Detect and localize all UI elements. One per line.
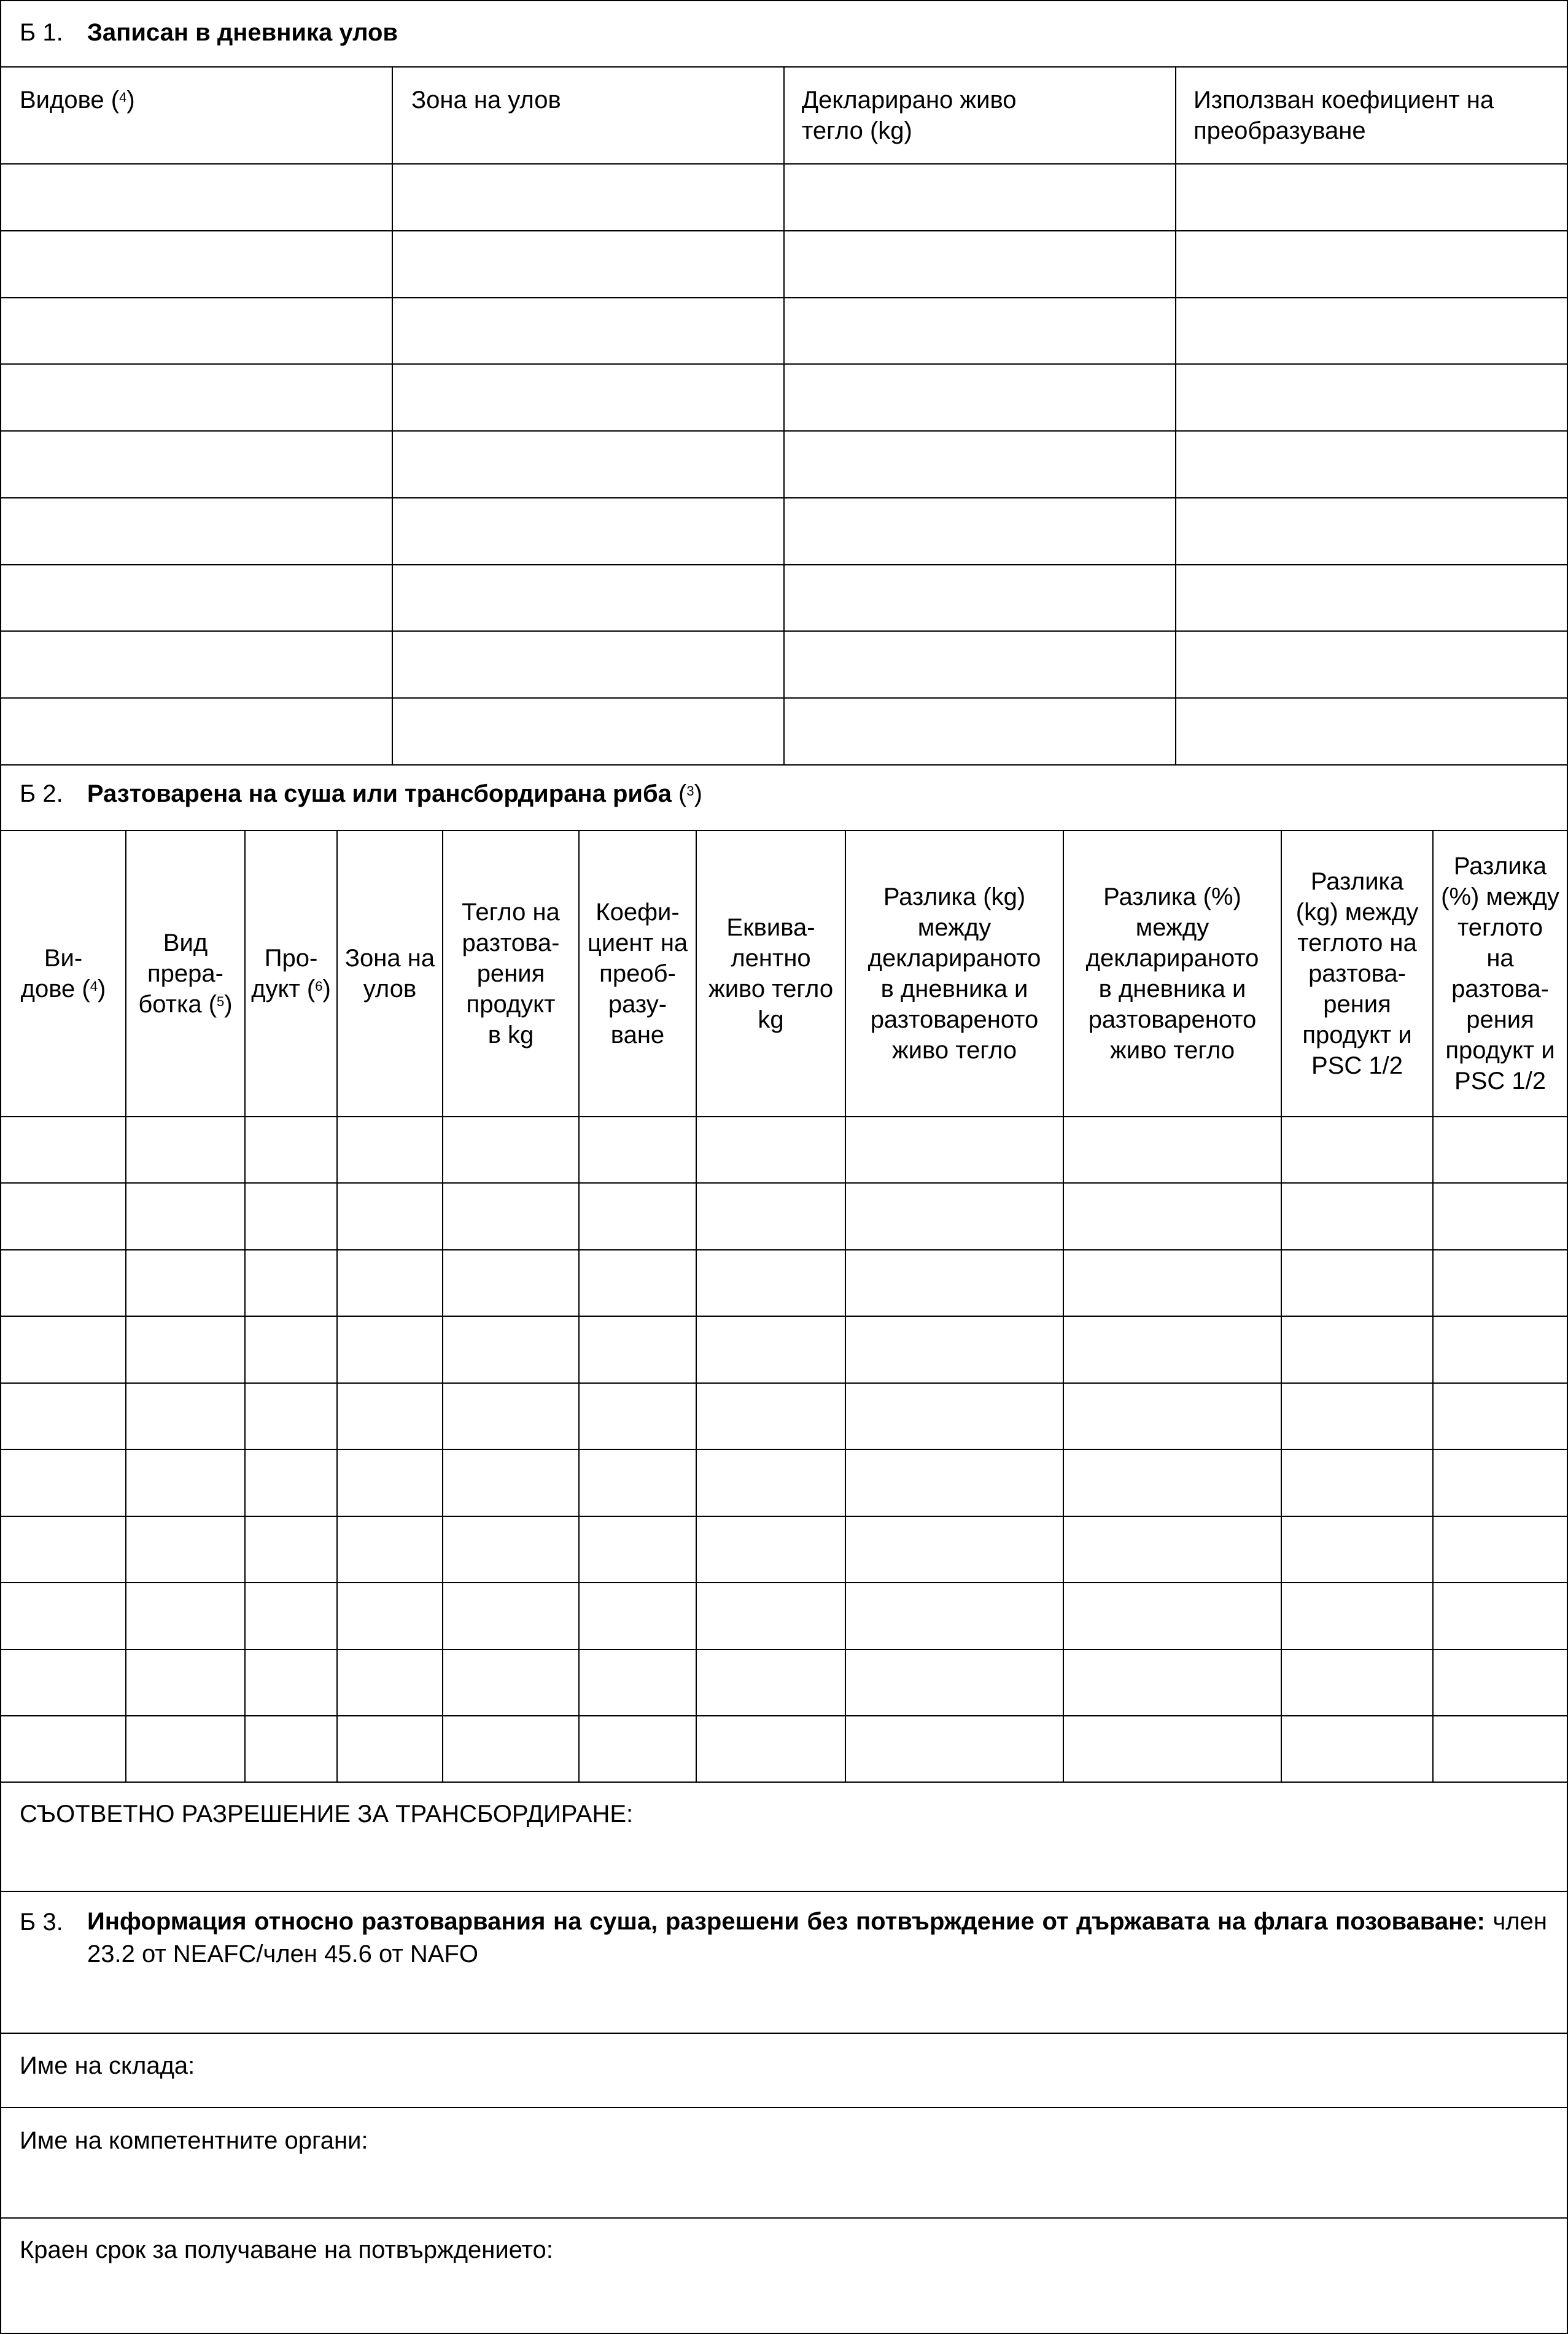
b2-header-line: разтова- [1308, 960, 1406, 987]
b1-col-conversion-factor [1193, 85, 1494, 146]
footnote-ref: 4 [119, 90, 127, 105]
b1-col-line [392, 66, 393, 764]
section-divider [0, 2217, 1568, 2219]
b2-header-close: ) [322, 975, 331, 1002]
b2-title-paren-close: ) [694, 780, 702, 807]
b1-col-species [20, 85, 135, 115]
b2-header-line: Коефи- [596, 899, 680, 926]
b2-header-line: Вид [163, 929, 208, 956]
b2-header-line: разтова- [462, 929, 560, 956]
b1-col-species-close: ) [126, 87, 135, 114]
b1-col-species-text: Видове ( [20, 87, 120, 114]
b2-col-processing [126, 831, 244, 1116]
b2-header-line: PSC 1/2 [1454, 1068, 1546, 1095]
b2-col-difference-psc-kg [1282, 831, 1432, 1116]
warehouse-name-label: Име на склада: [20, 2052, 195, 2079]
b2-header-line: Разлика [1453, 853, 1547, 880]
b2-header-line: между [1135, 914, 1209, 941]
b1-col-conversion-factor-line: Използван коефициент на [1193, 87, 1494, 114]
b2-line [0, 1449, 1568, 1450]
b2-line [0, 1316, 1568, 1317]
b2-header-line: Зона на [344, 945, 435, 972]
b2-header-line: улов [363, 975, 417, 1002]
b2-col-difference-kg [846, 831, 1063, 1116]
b3-title-normal: член 23.2 от NEAFC/член 45.6 от NAFO [87, 1908, 1547, 1968]
b2-col-product [246, 831, 336, 1116]
b2-header-line: Еквива- [726, 914, 815, 941]
b2-header-line: дове ( [20, 975, 90, 1002]
transshipment-authorization-label: СЪОТВЕТНО РАЗРЕШЕНИЕ ЗА ТРАНСБОРДИРАНЕ: [20, 1801, 634, 1828]
footnote-ref: 4 [90, 979, 98, 994]
b3-title [87, 1906, 1547, 1971]
b2-col-zone [338, 831, 442, 1116]
b2-line [0, 1249, 1568, 1250]
b2-header-line: рения [1323, 991, 1391, 1018]
b3-number: Б 3. [20, 1909, 63, 1936]
b2-header-line: декларираното [1085, 945, 1259, 972]
b2-col-conversion-factor [580, 831, 696, 1116]
b2-header-line: декларираното [867, 945, 1041, 972]
b2-header-line: дукт ( [251, 975, 316, 1002]
b1-col-zone-text: Зона на улов [411, 87, 561, 114]
b1-col-conversion-factor-line: преобразуване [1193, 117, 1366, 144]
b2-col-equivalent-live-weight [697, 831, 845, 1116]
b2-header-line: в дневника и [880, 975, 1028, 1002]
b1-col-line [1175, 66, 1176, 764]
b1-number: Б 1. [20, 19, 63, 46]
b2-header-close: ) [224, 991, 233, 1018]
b2-header-line: Разлика (%) [1103, 883, 1241, 910]
b2-header-line: разтовареното [1088, 1006, 1257, 1033]
footnote-ref: 6 [315, 979, 323, 994]
footnote-ref: 5 [217, 994, 225, 1009]
b2-header-line: Тегло на [462, 899, 560, 926]
section-divider [0, 2107, 1568, 2108]
b2-title-paren: ( [671, 780, 687, 807]
b2-header-line: живо тегло [708, 975, 834, 1002]
b2-header-close: ) [98, 975, 106, 1002]
b2-header-line: в дневника и [1098, 975, 1246, 1002]
b2-header-line: ване [610, 1022, 665, 1049]
b2-heading [20, 778, 702, 809]
b2-title: Разтоварена на суша или трансбордирана риба [87, 780, 672, 807]
b2-line [0, 1649, 1568, 1650]
b2-col-species [1, 831, 125, 1116]
competent-authorities-label: Име на компетентните органи: [20, 2127, 368, 2154]
b2-header-line: kg [758, 1006, 784, 1033]
section-divider [0, 2033, 1568, 2034]
border-top [0, 0, 1568, 1]
b3-title-bold: Информация относно разтоварвания на суша, разрешени без потвърждение от държавата на флага позоваване: [87, 1908, 1485, 1935]
b1-col-zone [411, 85, 561, 115]
b1-col-declared-weight [802, 85, 1017, 146]
b2-header-line: рения [476, 960, 545, 987]
b2-header-line: прера- [147, 960, 223, 987]
b1-line [0, 764, 1568, 766]
b2-header-line: продукт и [1302, 1022, 1412, 1049]
b2-header-line: продукт и [1445, 1037, 1555, 1064]
b2-header-line: продукт [466, 991, 556, 1018]
footnote-ref: 3 [686, 783, 694, 799]
border-left [0, 0, 1, 2334]
b2-header-line: Разлика (kg) [883, 883, 1026, 910]
b1-heading [20, 17, 398, 48]
b2-line [0, 1116, 1568, 1117]
b2-line [0, 1516, 1568, 1517]
section-divider [0, 1891, 1568, 1892]
b2-header-line: Разлика [1310, 868, 1404, 895]
b2-col-landed-weight [443, 831, 578, 1116]
b2-header-line: циент на [587, 929, 688, 956]
b2-header-line: разу- [608, 991, 667, 1018]
b2-header-line: в kg [487, 1022, 534, 1049]
b2-header-line: Про- [264, 945, 318, 972]
b1-title: Записан в дневника улов [87, 19, 398, 46]
b2-header-line: на [1486, 945, 1514, 972]
b2-header-line: рения [1466, 1006, 1534, 1033]
b2-line [0, 1582, 1568, 1583]
b2-header-line: лентно [731, 945, 811, 972]
b2-line [0, 1182, 1568, 1184]
b2-header-line: (%) между [1441, 883, 1559, 910]
b2-header-line: PSC 1/2 [1311, 1052, 1403, 1079]
b1-col-declared-weight-line: тегло (kg) [802, 117, 912, 144]
b2-header-line: теглото на [1297, 929, 1417, 956]
b2-header-line: (kg) между [1295, 899, 1419, 926]
b2-header-line: между [917, 914, 992, 941]
b1-col-line [783, 66, 785, 764]
b2-header-line: теглото [1457, 914, 1543, 941]
b2-header-line: преоб- [599, 960, 676, 987]
b2-header-line: Ви- [44, 945, 83, 972]
b2-header-line: живо тегло [1109, 1037, 1235, 1064]
b2-header-line: живо тегло [891, 1037, 1017, 1064]
b2-line [0, 1782, 1568, 1783]
b2-col-difference-pct [1064, 831, 1281, 1116]
confirmation-deadline-label: Краен срок за получаване на потвърждението: [20, 2236, 553, 2263]
b2-line [0, 1382, 1568, 1384]
b1-col-declared-weight-line: Декларирано живо [802, 87, 1017, 114]
b2-col-difference-psc-pct [1434, 831, 1567, 1116]
b2-header-line: ботка ( [138, 991, 217, 1018]
b2-line [0, 1715, 1568, 1716]
b2-header-line: разтовареното [870, 1006, 1039, 1033]
b2-header-line: разтова- [1451, 975, 1549, 1002]
b2-number: Б 2. [20, 780, 63, 807]
